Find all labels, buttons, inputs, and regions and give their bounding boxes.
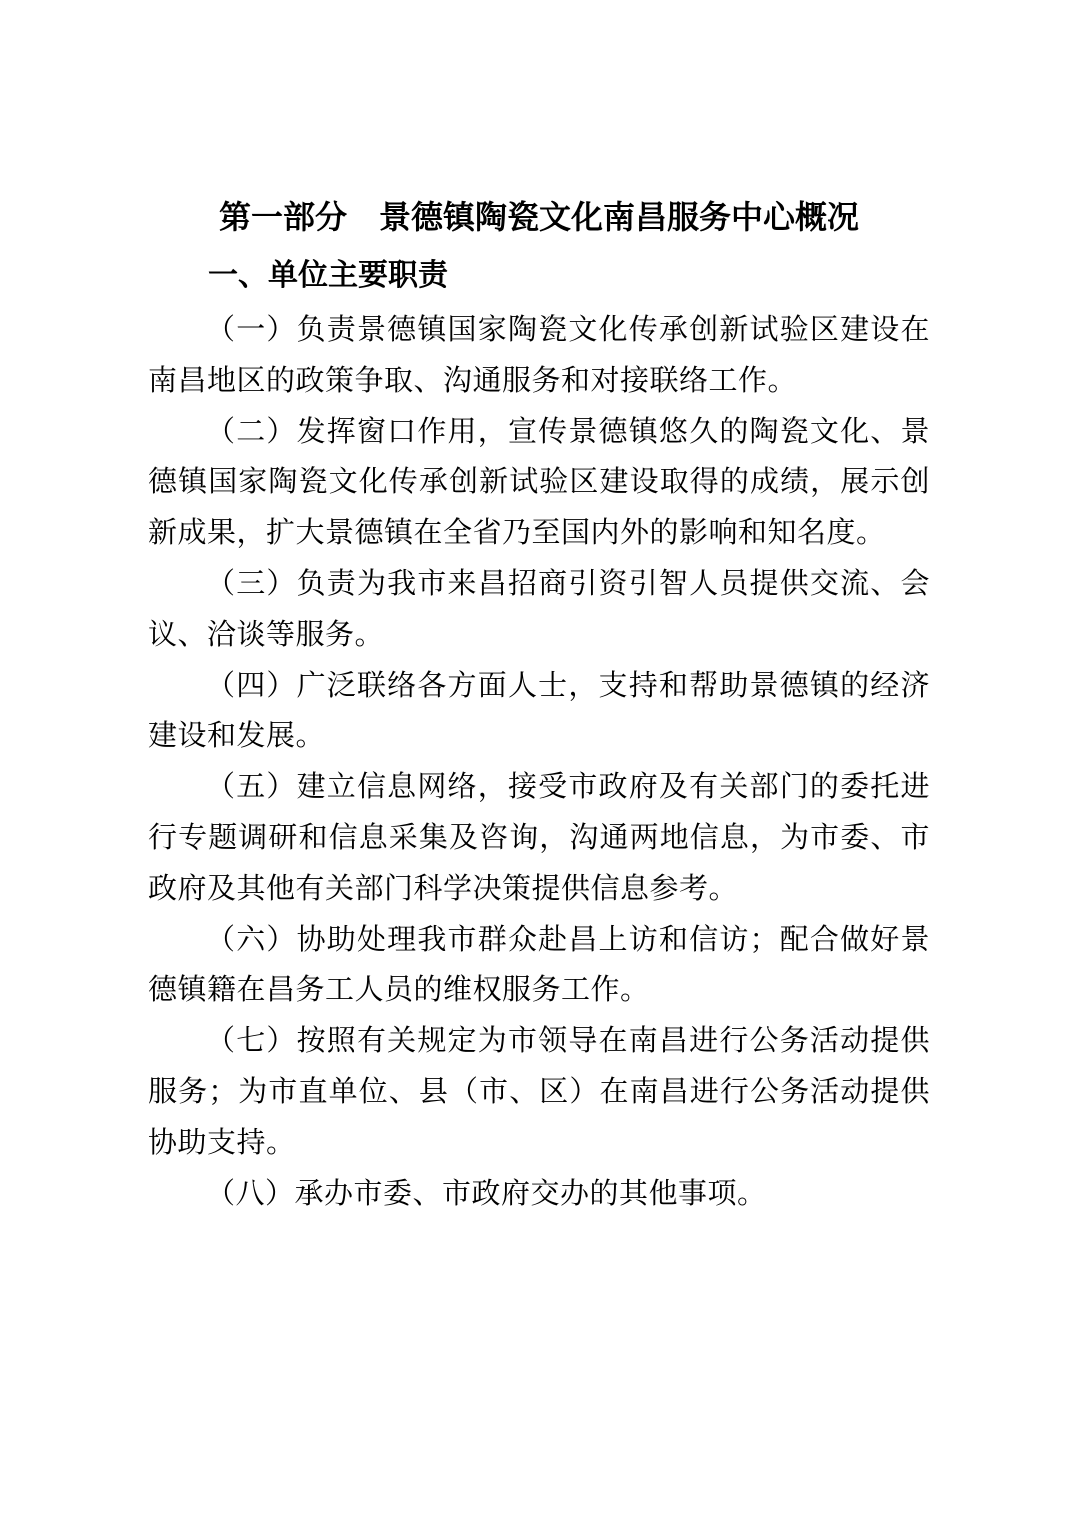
paragraph: （一）负责景德镇国家陶瓷文化传承创新试验区建设在南昌地区的政策争取、沟通服务和对接联络工作。 [148, 314, 930, 397]
document-body [148, 305, 930, 1219]
paragraph: （七）按照有关规定为市领导在南昌进行公务活动提供服务；为市直单位、县（市、区）在南昌进行公务活动提供协助支持。 [148, 1025, 930, 1159]
paragraph: （三）负责为我市来昌招商引资引智人员提供交流、会议、洽谈等服务。 [148, 567, 930, 651]
paragraph: （五）建立信息网络，接受市政府及有关部门的委托进行专题调研和信息采集及咨询，沟通两地信息，为市委、市政府及其他有关部门科学决策提供信息参考。 [148, 771, 930, 905]
paragraph: （四）广泛联络各方面人士，支持和帮助景德镇的经济建设和发展。 [148, 669, 930, 753]
paragraph: （六）协助处理我市群众赴昌上访和信访；配合做好景德镇籍在昌务工人员的维权服务工作。 [148, 923, 930, 1007]
paragraph: （二）发挥窗口作用，宣传景德镇悠久的陶瓷文化、景德镇国家陶瓷文化传承创新试验区建设取得的成绩，展示创新成果，扩大景德镇在全省乃至国内外的影响和知名度。 [148, 415, 930, 550]
paragraph: （八）承办市委、市政府交办的其他事项。 [206, 1177, 767, 1210]
document-title: 第一部分 景德镇陶瓷文化南昌服务中心概况 [218, 199, 859, 235]
section-heading: 一、单位主要职责 [208, 259, 448, 292]
